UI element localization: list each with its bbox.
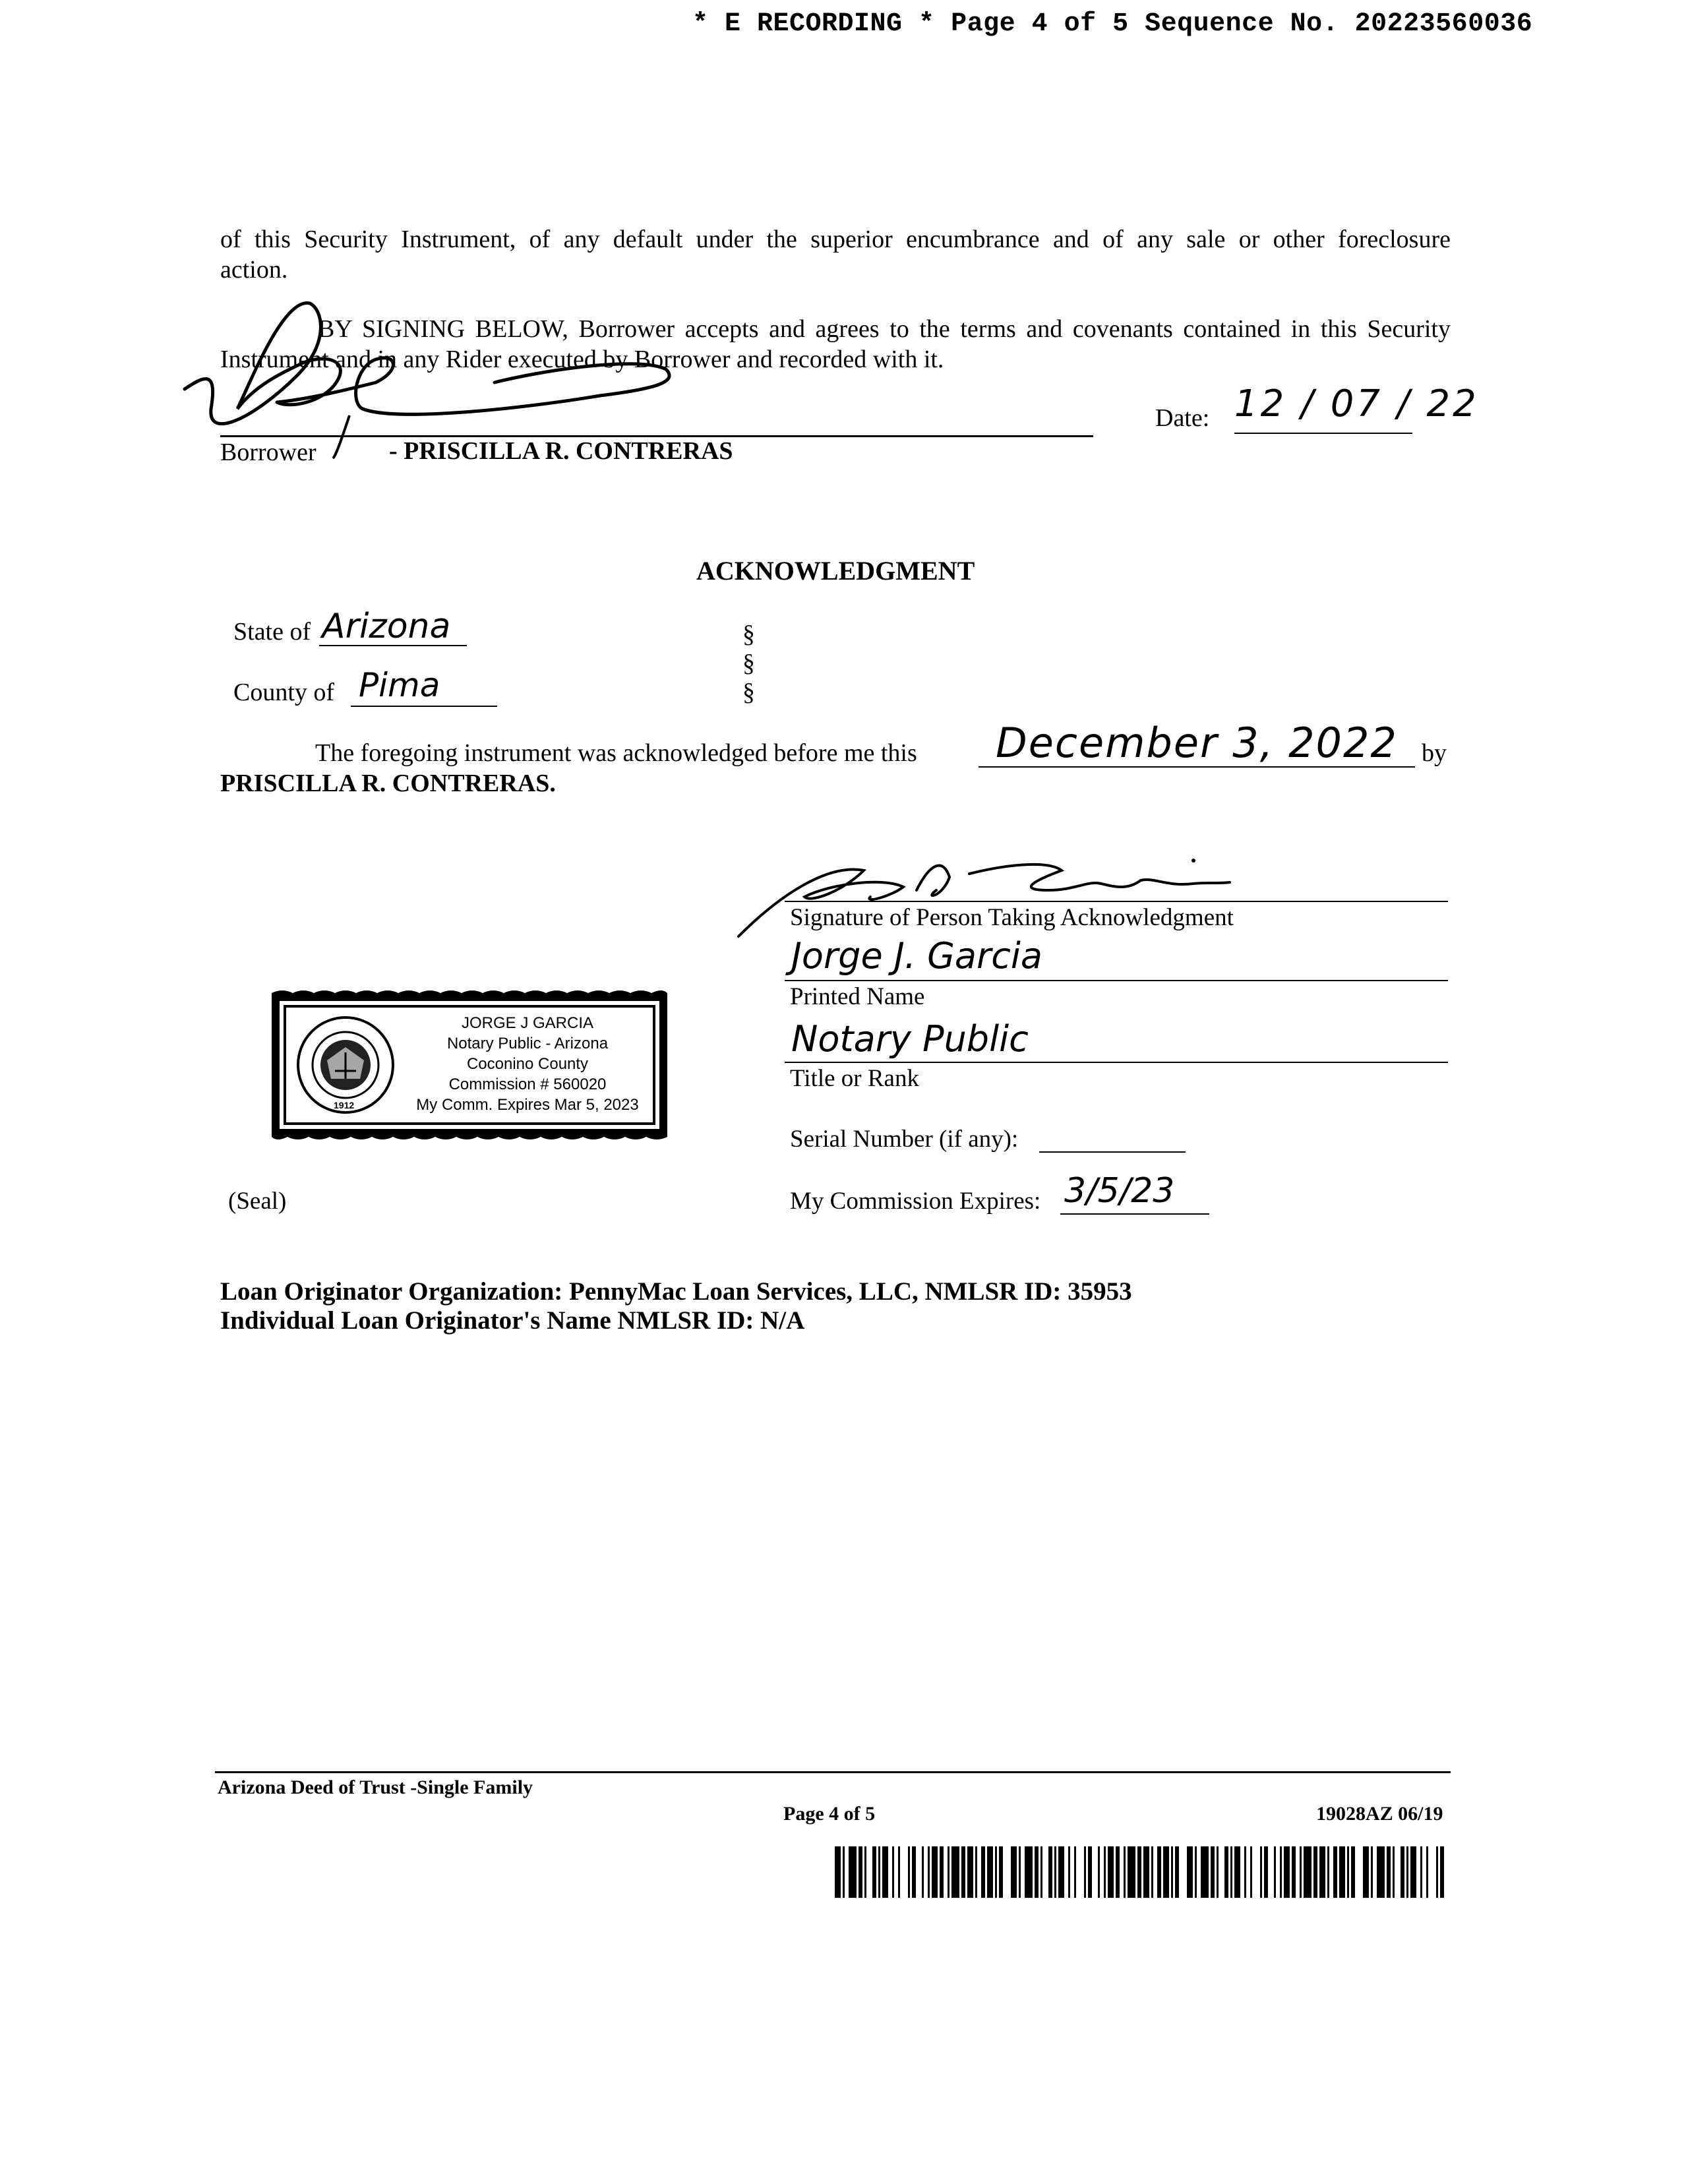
- originator-line-2: Individual Loan Originator's Name NMLSR ID: N/A: [220, 1306, 805, 1335]
- borrower-label: Borrower: [220, 439, 316, 466]
- title-caption: Title or Rank: [790, 1065, 919, 1092]
- footer-form-code: 19028AZ 06/19: [1316, 1803, 1443, 1825]
- section-mark-1: §: [742, 621, 755, 648]
- printed-name-caption: Printed Name: [790, 983, 925, 1010]
- barcode: [835, 1846, 1448, 1898]
- notary-seal: [264, 986, 674, 1143]
- state-label: State of: [233, 618, 311, 646]
- footer-rule: [215, 1771, 1451, 1773]
- acknowledgment-heading: ACKNOWLEDGMENT: [696, 556, 975, 586]
- commission-line: [1060, 1213, 1209, 1215]
- signing-line-1: BY SIGNING BELOW, Borrower accepts and agrees to the terms and covenants contained in this Security: [318, 315, 1451, 343]
- seal-line-county: Coconino County: [466, 1055, 589, 1073]
- section-mark-3: §: [742, 679, 755, 706]
- intro-line-2: action.: [220, 256, 288, 284]
- commission-label: My Commission Expires:: [790, 1188, 1041, 1215]
- seal-line-commission: Commission # 560020: [448, 1076, 607, 1093]
- signing-line-2: Instrument and in any Rider executed by Borrower and recorded with it.: [220, 346, 944, 373]
- date-line: [1234, 433, 1412, 434]
- foregoing-text: The foregoing instrument was acknowledged before me this: [315, 739, 917, 767]
- intro-line-1: of this Security Instrument, of any default under the superior encumbrance and of any sale or other foreclosure: [220, 226, 1451, 253]
- title-line: [785, 1062, 1448, 1063]
- state-handwritten: Arizona: [322, 607, 451, 646]
- title-handwritten: Notary Public: [791, 1018, 1029, 1060]
- recording-stamp: * E RECORDING * Page 4 of 5 Sequence No. 20223560036: [692, 9, 1533, 39]
- seal-line-name: JORGE J GARCIA: [461, 1014, 594, 1032]
- county-handwritten: Pima: [359, 666, 440, 704]
- foregoing-date-handwritten: December 3, 2022: [996, 719, 1398, 767]
- printed-name-handwritten: Jorge J. Garcia: [791, 935, 1043, 977]
- section-mark-2: §: [742, 650, 755, 677]
- date-handwritten: 12 / 07 / 22: [1234, 382, 1479, 425]
- foregoing-by: by: [1422, 739, 1447, 767]
- acknowledged-borrower-name: PRISCILLA R. CONTRERAS.: [220, 770, 556, 797]
- state-line: [319, 645, 467, 646]
- seal-line-title: Notary Public - Arizona: [446, 1035, 609, 1052]
- borrower-name: - PRISCILLA R. CONTRERAS: [389, 437, 733, 465]
- serial-number-line: [1039, 1151, 1186, 1153]
- footer-form-title: Arizona Deed of Trust -Single Family: [218, 1776, 533, 1798]
- originator-line-1: Loan Originator Organization: PennyMac Loan Services, LLC, NMLSR ID: 35953: [220, 1277, 1132, 1306]
- notary-signature-caption: Signature of Person Taking Acknowledgment: [790, 904, 1234, 931]
- seal-line-expires: My Comm. Expires Mar 5, 2023: [416, 1096, 639, 1114]
- notary-signature-line: [785, 901, 1448, 902]
- seal-text-block: [396, 1013, 659, 1115]
- seal-year: 1912: [334, 1100, 355, 1110]
- foregoing-date-line: [979, 766, 1415, 768]
- serial-number-label: Serial Number (if any):: [790, 1126, 1019, 1153]
- footer-page-number: Page 4 of 5: [783, 1803, 876, 1825]
- printed-name-line: [785, 980, 1448, 981]
- seal-caption: (Seal): [228, 1188, 287, 1215]
- date-label: Date:: [1155, 404, 1210, 432]
- county-line: [351, 706, 497, 707]
- county-label: County of: [233, 679, 335, 706]
- commission-handwritten: 3/5/23: [1064, 1171, 1175, 1211]
